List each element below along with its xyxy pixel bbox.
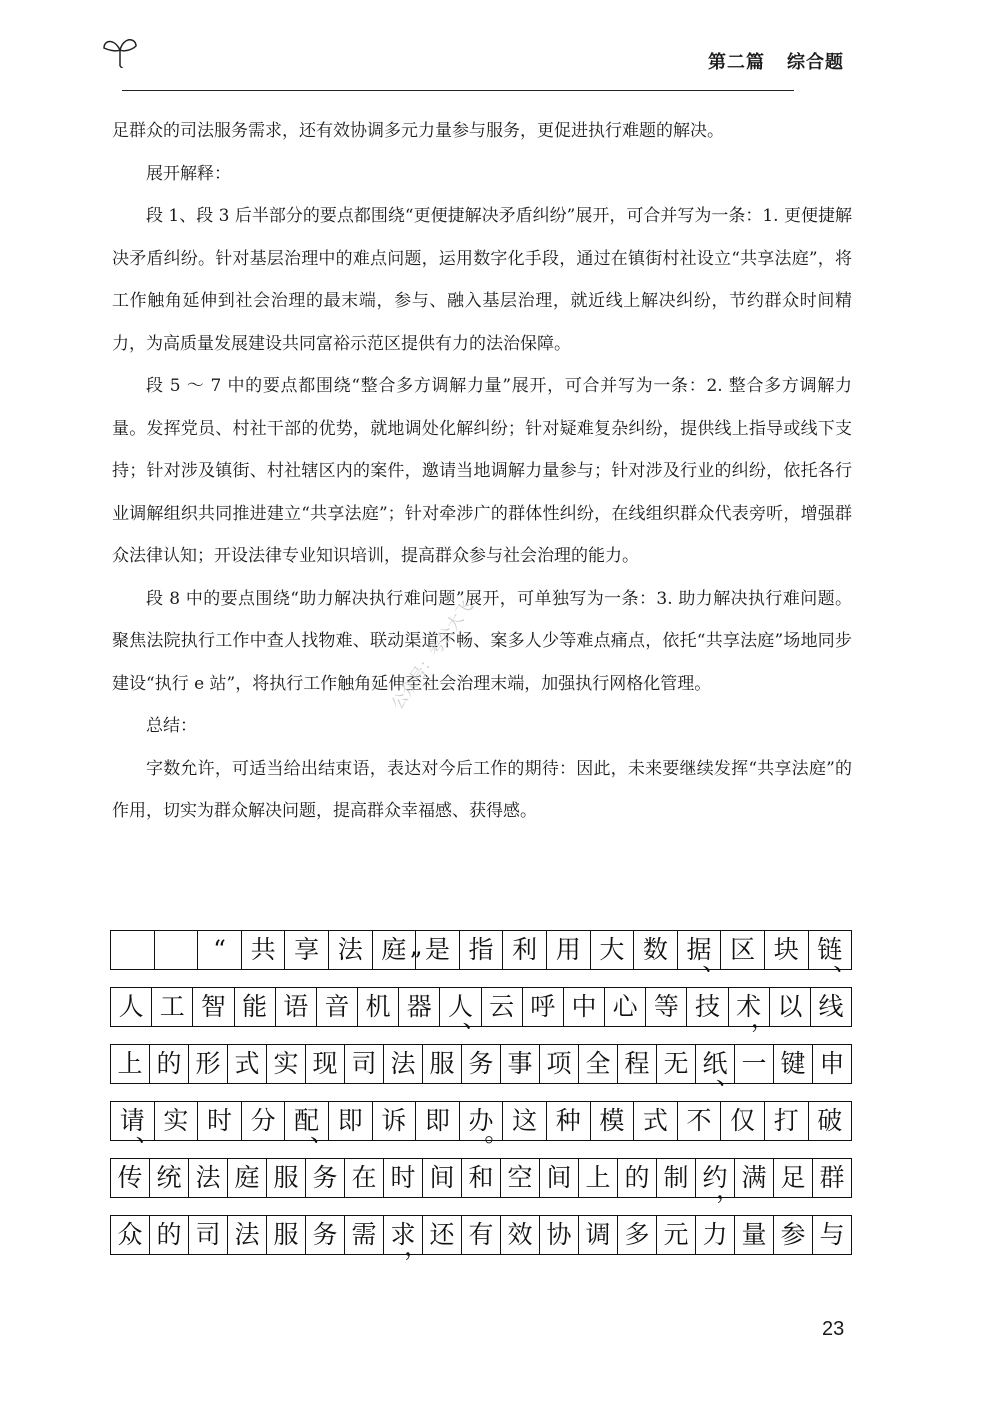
grid-punctuation: ， [403,1232,429,1261]
paragraph: 段 5 ～ 7 中的要点都围绕“整合多方调解力量”展开，可合并写为一条：2. 整合多方调解力量。发挥党员、村社干部的优势，就地调处化解纠纷；针对疑难复杂纠纷，提供线上指导或线下支持；针对涉及镇街、村社辖区内的案件，邀请当地调解力量参与；针对涉及行业的纠纷，依托各行业调解组织共同推进建立“共享法庭”；针对牵涉广的群体性纠纷，在线组织群众代表旁听，增强群众法律认知；开设法律专业知识培训，提高群众参与社会治理的能力。 [112,376,852,566]
grid-cell [657,1216,696,1254]
grid-char: 多 [624,1220,650,1249]
grid-cell [276,988,317,1026]
grid-cell [193,988,234,1026]
grid-char: 上 [117,1049,143,1078]
paragraph: 段 1、段 3 后半部分的要点都围绕“更便捷解决矛盾纠纷”展开，可合并写为一条：1. 更便捷解决矛盾纠纷。针对基层治理中的难点问题，运用数字化手段，通过在镇街村社设立“共享法庭”，将工作触角延伸到社会治理的最末端，参与、融入基层治理，就近线上解决纠纷，节约群众时间精力，为高质量发展建设共同富裕示范区提供有力的法治保障。 [112,206,852,354]
grid-char: 统 [156,1163,182,1192]
grid-cell [345,1045,384,1083]
grid-char: 全 [585,1049,611,1078]
grid-cell [440,988,488,1033]
grid-cell [523,988,564,1026]
grid-char: 法 [234,1220,260,1249]
grid-char: 式 [234,1049,260,1078]
grid-char: 实 [273,1049,299,1078]
grid-char: 务 [312,1163,338,1192]
grid-char: 还 [429,1220,455,1249]
grid-cell [345,1216,384,1254]
grid-char: 打 [773,1106,799,1135]
grid-char: 据 [686,935,712,964]
grid-cell [547,931,591,969]
grid-char: 配 [294,1106,320,1135]
grid-cell [111,1216,150,1254]
grid-cell [306,1216,345,1254]
grid-cell [228,1159,267,1197]
grid-char: 语 [283,992,309,1021]
watermark: 公众号：考公大飞 [387,596,477,713]
grid-char: 和 [468,1163,494,1192]
grid-char: 的 [156,1049,182,1078]
grid-cell [111,1045,150,1083]
grid-cell [242,1102,286,1140]
grid-char: 约 [702,1163,728,1192]
body-text [112,110,852,833]
paragraph: 段 8 中的要点围绕“助力解决执行难问题”展开，可单独写为一条：3. 助力解决执行难问题。聚焦法院执行工作中查人找物难、联动渠道不畅、案多人少等难点痛点，依托“共享法庭”场地同步建设“执行 e 站”，将执行工作触角延伸至社会治理末端，加强执行网格化管理。 [112,588,852,694]
grid-cell [198,1102,242,1140]
header-section: 综合题 [787,52,844,73]
grid-cell [152,988,193,1026]
grid-punctuation: 、 [135,1118,161,1147]
grid-char: 求 [390,1220,416,1249]
grid-char: 程 [624,1049,650,1078]
grid-char: 能 [242,992,268,1021]
grid-punctuation: 、 [833,947,859,976]
grid-char: 的 [624,1163,650,1192]
grid-char: 一 [741,1049,767,1078]
grid-char: 心 [612,992,638,1021]
grid-char: 事 [507,1049,533,1078]
grid-char: 破 [817,1106,843,1135]
grid-cell [501,1159,540,1197]
grid-cell [242,931,286,969]
grid-cell [579,1045,618,1083]
grid-char: 群 [819,1163,845,1192]
grid-char: 调 [585,1220,611,1249]
grid-char: 有 [468,1220,494,1249]
grid-cell [416,1102,460,1140]
grid-char: 足 [780,1163,806,1192]
grid-char: 与 [819,1220,845,1249]
grid-char: 诉 [381,1106,407,1135]
grid-cell [501,1216,540,1254]
grid-cell [696,1045,741,1090]
grid-cell [235,988,276,1026]
grid-char: 指 [468,935,494,964]
grid-cell [462,1045,501,1083]
grid-cell [657,1159,696,1197]
grid-char: 务 [312,1220,338,1249]
grid-cell [306,1045,345,1083]
grid-cell [634,1102,678,1140]
grid-cell [618,1045,657,1083]
running-header [708,48,844,74]
grid-char: 享 [294,935,320,964]
grid-char: 请 [119,1106,145,1135]
grid-char: 人 [447,992,473,1021]
grid-cell [189,1216,228,1254]
grid-row [110,987,852,1033]
grid-cell [460,1102,510,1147]
grid-cell [317,988,358,1026]
grid-cell [373,931,423,976]
grid-char: 协 [546,1220,572,1249]
grid-char: 模 [599,1106,625,1135]
grid-char: 间 [546,1163,572,1192]
grid-char: 形 [195,1049,221,1078]
grid-cell [416,931,460,969]
grid-char: 需 [351,1220,377,1249]
grid-cell [482,988,523,1026]
grid-cell [329,1102,373,1140]
grid-char: 数 [642,935,668,964]
grid-cell [813,1216,851,1254]
grid-cell [721,1102,765,1140]
grid-cell [462,1159,501,1197]
grid-cell [774,1045,813,1083]
grid-char: 司 [351,1049,377,1078]
grid-cell [813,1045,851,1083]
grid-char: 机 [365,992,391,1021]
grid-char: 这 [512,1106,538,1135]
grid-cell [770,988,811,1026]
grid-punctuation: 、 [702,947,728,976]
grid-punctuation: ” [409,947,423,976]
grid-cell [111,988,152,1026]
grid-punctuation: ， [750,1004,776,1033]
paragraph: 足群众的司法服务需求，还有效协调多元力量参与服务，更促进执行难题的解决。 [112,121,724,141]
paragraph: 字数允许，可适当给出结束语，表达对今后工作的期待：因此，未来要继续发挥“共享法庭”的作用，切实为群众解决问题，提高群众幸福感、获得感。 [112,758,852,821]
grid-row [110,1044,852,1090]
grid-char: 大 [599,935,625,964]
grid-row [110,1215,852,1261]
grid-cell [345,1159,384,1197]
grid-cell [460,931,504,969]
grid-cell [605,988,646,1026]
grid-cell [267,1159,306,1197]
grid-char: 用 [555,935,581,964]
grid-cell [155,1102,199,1140]
grid-cell [111,1102,161,1147]
grid-cell [189,1045,228,1083]
grid-cell [150,1159,189,1197]
grid-punctuation: 。 [484,1118,510,1147]
grid-cell [729,988,776,1033]
grid-char: 传 [117,1163,143,1192]
grid-cell [678,931,728,976]
grid-char: 庭 [381,935,407,964]
grid-cell [721,931,765,969]
grid-cell [189,1159,228,1197]
grid-cell [564,988,605,1026]
grid-char: 空 [507,1163,533,1192]
grid-char: 智 [200,992,226,1021]
grid-cell [111,931,155,969]
grid-cell [540,1159,579,1197]
grid-cell [657,1045,696,1083]
grid-char: 法 [195,1163,221,1192]
grid-char: 时 [206,1106,232,1135]
grid-cell [285,1102,335,1147]
grid-cell [111,1159,150,1197]
grid-cell [399,988,440,1026]
grid-char: 技 [694,992,720,1021]
grid-char: 纸 [702,1049,728,1078]
grid-cell [155,931,199,969]
grid-char: 区 [730,935,756,964]
header-rule [122,90,794,91]
grid-punctuation: ， [715,1175,741,1204]
grid-char: 力 [702,1220,728,1249]
grid-cell [678,1102,722,1140]
grid-char: 参 [780,1220,806,1249]
grid-char: 上 [585,1163,611,1192]
grid-char: 服 [273,1220,299,1249]
grid-cell [306,1159,345,1197]
grid-char: 量 [741,1220,767,1249]
grid-char: 法 [337,935,363,964]
grid-cell [267,1216,306,1254]
grid-char: 服 [429,1049,455,1078]
paragraph: 总结： [146,716,197,736]
grid-char: 办 [468,1106,494,1135]
grid-cell [547,1102,591,1140]
grid-char: 法 [390,1049,416,1078]
grid-cell [503,1102,547,1140]
grid-char: 块 [773,935,799,964]
grid-char: 音 [324,992,350,1021]
grid-cell [384,1159,423,1197]
header-part: 第二篇 [708,52,765,73]
grid-cell [462,1216,501,1254]
grid-cell [811,988,851,1026]
paragraph: 展开解释： [146,163,231,184]
grid-cell [198,931,242,969]
grid-row [110,930,859,976]
grid-char: 时 [390,1163,416,1192]
grid-cell [774,1159,813,1197]
grid-char: 仅 [730,1106,756,1135]
grid-cell [765,931,809,969]
grid-char: 线 [818,992,844,1021]
grid-char: 链 [817,935,843,964]
grid-char: 人 [118,992,144,1021]
grid-cell [696,1216,735,1254]
grid-cell [809,931,859,976]
grid-char: 项 [546,1049,572,1078]
page-number: 23 [822,1318,845,1340]
grid-char: 在 [351,1163,377,1192]
grid-cell [618,1216,657,1254]
grid-char: 是 [424,935,450,964]
grid-cell [373,1102,417,1140]
grid-cell [618,1159,657,1197]
grid-char: 工 [159,992,185,1021]
grid-char: 司 [195,1220,221,1249]
grid-char: 的 [156,1220,182,1249]
handwriting-grid [110,930,859,1272]
grid-row [110,1158,852,1204]
grid-cell [267,1045,306,1083]
grid-punctuation: 、 [715,1061,741,1090]
grid-cell [591,1102,635,1140]
grid-cell [384,1216,429,1261]
grid-char: 间 [429,1163,455,1192]
grid-cell [774,1216,813,1254]
grid-cell [813,1159,851,1197]
grid-cell [687,988,728,1026]
grid-cell [285,931,329,969]
grid-char: 呼 [530,992,556,1021]
grid-char: 等 [653,992,679,1021]
grid-char: 制 [663,1163,689,1192]
grid-punctuation: 、 [462,1004,488,1033]
sprout-icon [100,28,140,68]
grid-cell [150,1216,189,1254]
grid-char: 元 [663,1220,689,1249]
grid-cell [503,931,547,969]
grid-char: 式 [642,1106,668,1135]
grid-cell [809,1102,852,1140]
grid-char: 共 [250,935,276,964]
grid-char: 务 [468,1049,494,1078]
grid-cell [540,1216,579,1254]
grid-char: 无 [663,1049,689,1078]
grid-cell [579,1216,618,1254]
grid-cell [579,1159,618,1197]
grid-char: 术 [736,992,762,1021]
grid-char: 即 [424,1106,450,1135]
grid-char: 服 [273,1163,299,1192]
grid-cell [765,1102,809,1140]
grid-cell [423,1159,462,1197]
grid-punctuation: 、 [309,1118,335,1147]
grid-char: 众 [117,1220,143,1249]
grid-char: 键 [780,1049,806,1078]
grid-char: 种 [555,1106,581,1135]
grid-char: 申 [819,1049,845,1078]
grid-cell [501,1045,540,1083]
grid-char: 庭 [234,1163,260,1192]
grid-cell [540,1045,579,1083]
grid-cell [423,1045,462,1083]
grid-char: 以 [777,992,803,1021]
grid-cell [646,988,687,1026]
page-header [100,28,860,88]
grid-cell [329,931,373,969]
grid-char: 实 [163,1106,189,1135]
grid-char: 现 [312,1049,338,1078]
grid-char: 分 [250,1106,276,1135]
grid-char: 中 [571,992,597,1021]
grid-cell [696,1159,741,1204]
grid-cell [358,988,399,1026]
grid-cell [735,1216,774,1254]
grid-char: 器 [406,992,432,1021]
grid-row [110,1101,852,1147]
grid-cell [634,931,678,969]
grid-char: 满 [741,1163,767,1192]
grid-char: “ [213,935,226,964]
grid-char: 利 [512,935,538,964]
grid-cell [228,1216,267,1254]
grid-char: 不 [686,1106,712,1135]
grid-cell [591,931,635,969]
grid-cell [150,1045,189,1083]
grid-char: 云 [489,992,515,1021]
grid-cell [228,1045,267,1083]
grid-char: 效 [507,1220,533,1249]
grid-char: 即 [337,1106,363,1135]
grid-cell [384,1045,423,1083]
